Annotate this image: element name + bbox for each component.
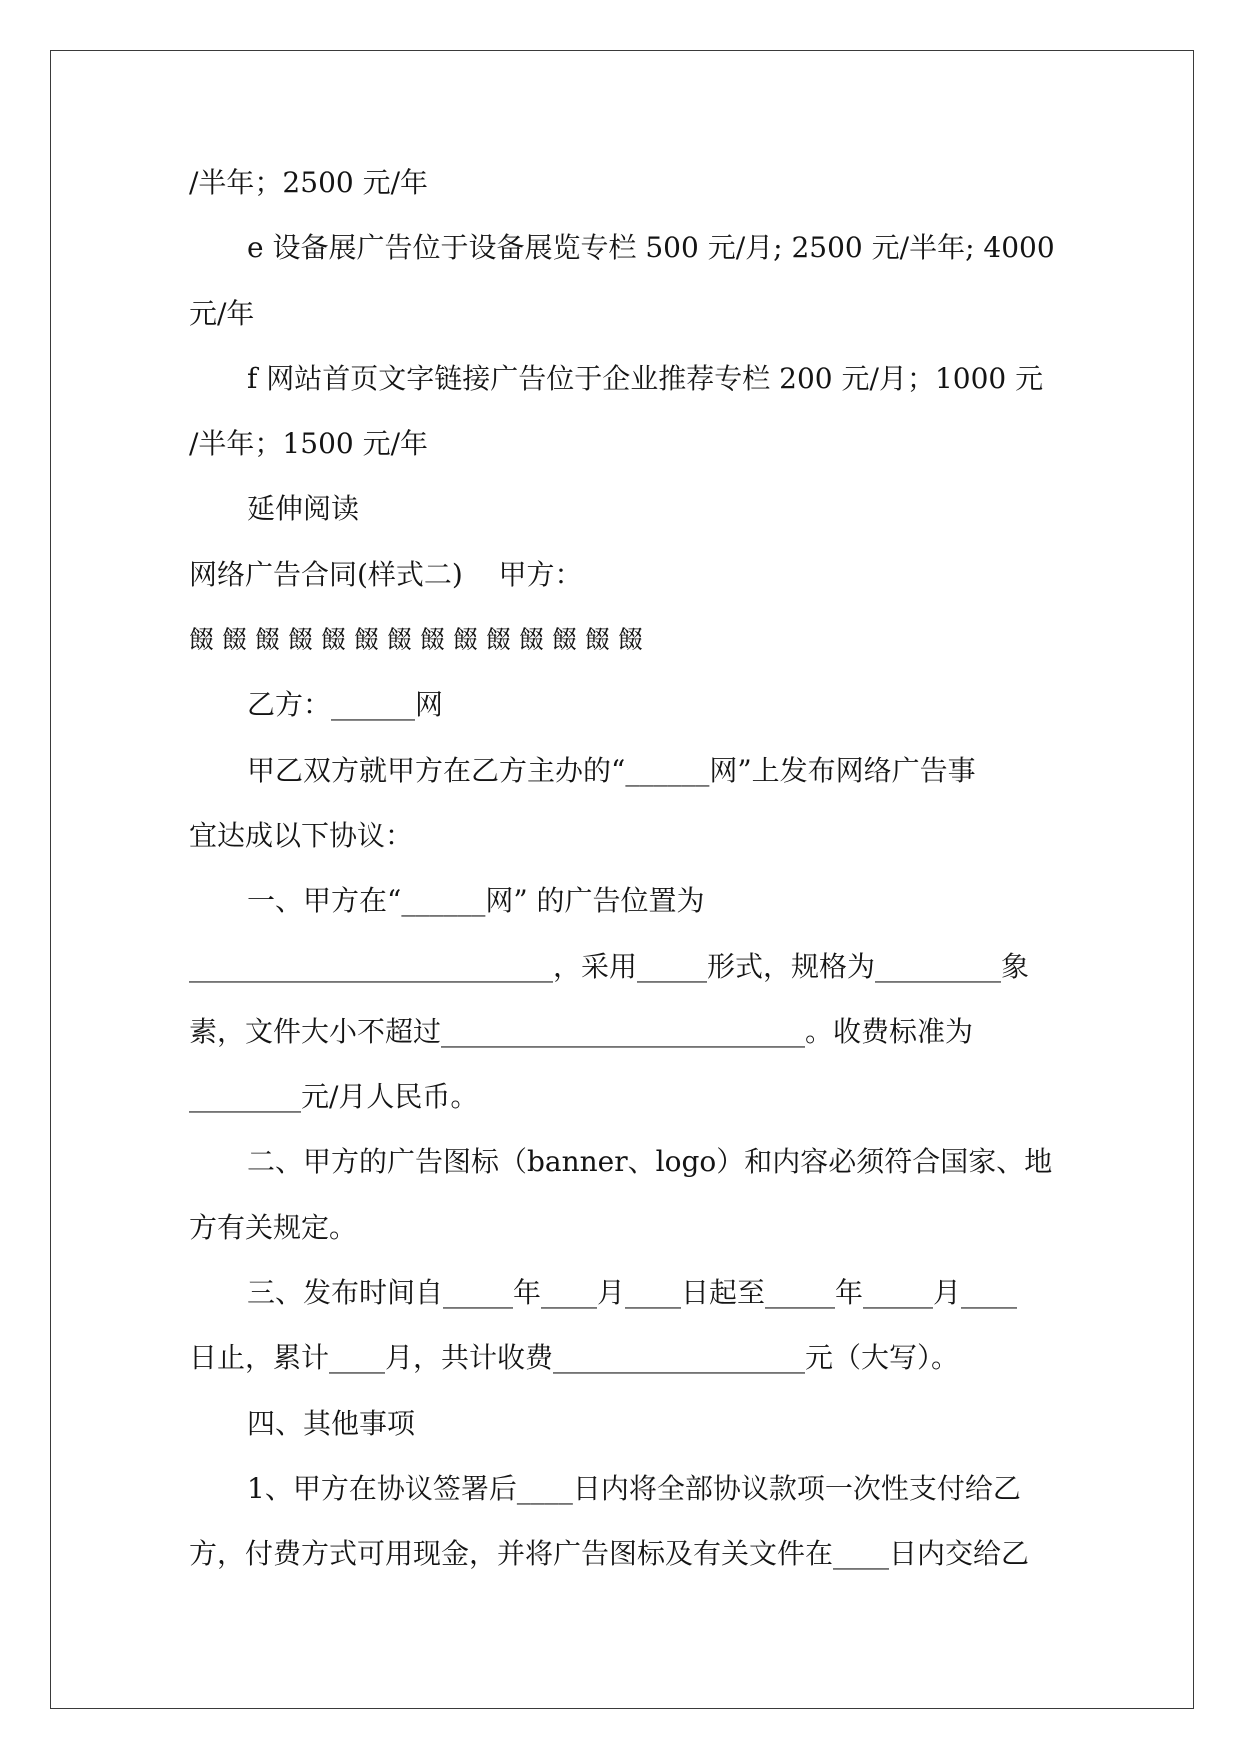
contract-title: 网络广告合同(样式二) 甲方： (189, 557, 583, 591)
text-line: 三、发布时间自_____年____月____日起至_____年_____月____ (247, 1276, 1018, 1310)
text-line: 一、甲方在“______网” 的广告位置为 (247, 884, 705, 918)
text-line: 方有关规定。 (189, 1210, 358, 1244)
text-line: 宜达成以下协议： (189, 818, 414, 852)
section-heading: 四、其他事项 (247, 1406, 416, 1440)
text-line: 二、甲方的广告图标（banner、logo）和内容必须符合国家、地 (247, 1145, 1053, 1179)
garbled-text-line: 餟餟餟餟餟餟餟餟餟餟餟餟餟餟 (189, 625, 652, 655)
text-line: 日止，累计____月，共计收费__________________元（大写）。 (189, 1341, 960, 1375)
text-line: ________元/月人民币。 (189, 1080, 479, 1114)
text-line: 乙方：______网 (247, 688, 444, 722)
text-line: __________________________，采用_____形式，规格为_________象 (189, 949, 1030, 983)
document-body (189, 150, 1089, 1587)
text-line: 方，付费方式可用现金，并将广告图标及有关文件在____日内交给乙 (189, 1537, 1030, 1571)
text-line: /半年；1500 元/年 (189, 427, 429, 461)
text-line: 元/年 (189, 296, 255, 330)
text-line: 1、甲方在协议签署后____日内将全部协议款项一次性支付给乙 (247, 1471, 1021, 1505)
text-line: f 网站首页文字链接广告位于企业推荐专栏 200 元/月；1000 元 (247, 361, 1044, 395)
text-line: /半年；2500 元/年 (189, 166, 429, 199)
text-line: e 设备展广告位于设备展览专栏 500 元/月; 2500 元/半年; 4000 (247, 231, 1055, 265)
section-heading: 延伸阅读 (247, 492, 360, 526)
text-line: 甲乙双方就甲方在乙方主办的“______网”上发布网络广告事 (247, 753, 976, 787)
text-line: 素，文件大小不超过__________________________。收费标准为 (189, 1014, 974, 1048)
